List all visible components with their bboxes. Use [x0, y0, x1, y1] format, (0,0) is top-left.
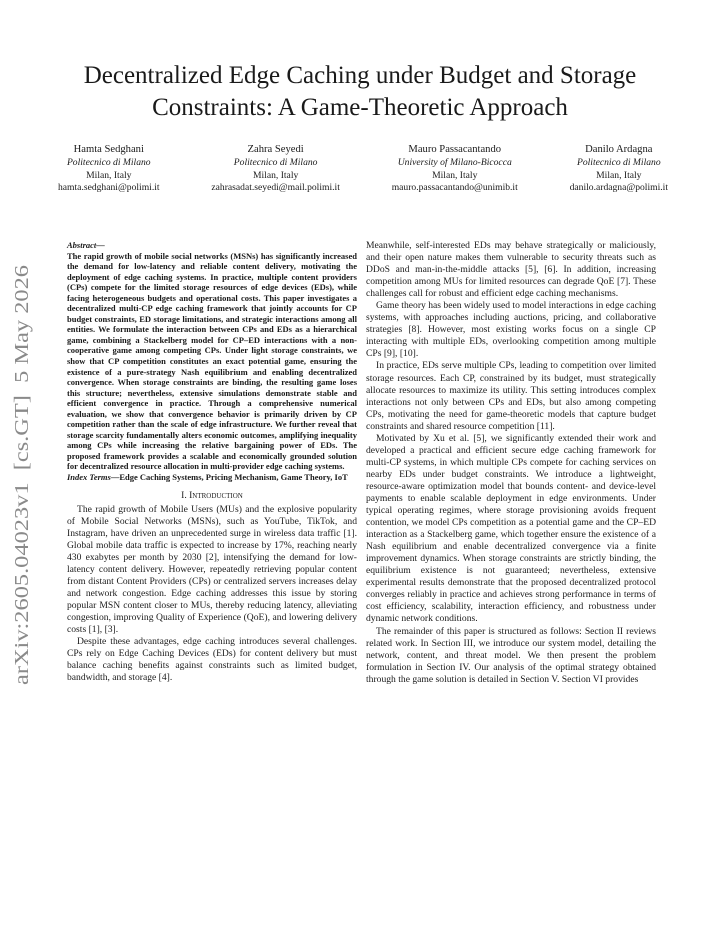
author-block — [211, 144, 339, 195]
author-affiliation: Politecnico di Milano — [233, 157, 318, 169]
index-terms-text: —Edge Caching Systems, Pricing Mechanism, Game Theory, IoT — [110, 472, 348, 483]
body-paragraph: Despite these advantages, edge caching introduces several challenges. CPs rely on Edge Caching Devices (EDs) for content delivery but must balance caching benefits against constraints such as limited budget, bandwidth, and storage [4]. — [67, 636, 357, 684]
author-email: zahrasadat.seyedi@mail.polimi.it — [211, 182, 340, 194]
section-heading: I. Introduction — [181, 489, 243, 501]
right-column — [366, 240, 656, 686]
index-terms — [67, 472, 357, 483]
author-affiliation: University of Milano-Bicocca — [397, 157, 512, 169]
author-name: Hamta Sedghani — [73, 144, 144, 155]
author-block — [392, 144, 518, 195]
author-block — [58, 144, 160, 195]
author-affiliation: Politecnico di Milano — [576, 157, 661, 169]
left-column — [67, 240, 357, 684]
author-block — [570, 144, 668, 195]
body-paragraph: Meanwhile, self-interested EDs may behave strategically or maliciously, and their open nature makes them vulnerable to security threats such as DDoS and man-in-the-middle attacks [5], [6]. In addition, increasing competition among MUs for limited resources can degrade QoE [7]. These challenges call for robust and efficient edge caching mechanisms. — [366, 240, 656, 300]
author-location: Milan, Italy — [86, 169, 132, 181]
author-email: danilo.ardagna@polimi.it — [569, 182, 668, 194]
paper-title: Decentralized Edge Caching under Budget and Storage Constraints: A Game-Theoretic Approach — [83, 62, 637, 121]
author-name: Danilo Ardagna — [585, 144, 653, 155]
author-affiliation: Politecnico di Milano — [66, 157, 151, 169]
index-terms-label: Index Terms — [67, 472, 111, 483]
abstract — [67, 240, 357, 472]
abstract-text: The rapid growth of mobile social networks (MSNs) has significantly increased the demand for low-latency and reliable content delivery, motivating the deployment of edge caching systems. In practice, multiple content providers (CPs) compete for the limited storage resources of edge devices (EDs), while facing heterogeneous budgets and operational costs. This paper investigates a decentralized multi-CP edge caching framework that jointly accounts for CP budget constraints, ED storage limitations, and strategic interactions among all entities. We formulate the interaction between CPs and EDs as a hierarchical game, combining a Stackelberg model for CP–ED interactions with a non-cooperative game among competing CPs. Under light storage constraints, we show that CP competition constitutes an exact potential game, ensuring the existence of a pure-strategy Nash equilibrium and enabling decentralized convergence. When storage constraints are binding, the resulting game loses this structure; nevertheless, extensive simulations demonstrate stable and efficient convergence in practice. Through a comprehensive numerical evaluation, we show that convergence behavior is primarily driven by CP competition rather than the scale of edge infrastructure. We further reveal that storage scarcity fundamentally alters economic outcomes, amplifying inequality among CPs while increasing the relative bargaining power of EDs. The proposed framework provides a scalable and economically grounded solution for decentralized resource allocation in multi-provider edge caching systems. — [67, 250, 357, 472]
arxiv-identifier: arXiv:2605.04023v1 [cs.GT] 5 May 2026 — [12, 349, 33, 685]
author-name: Mauro Passacantando — [408, 144, 502, 155]
author-location: Milan, Italy — [432, 169, 478, 181]
body-paragraph: The rapid growth of Mobile Users (MUs) and the explosive popularity of Mobile Social Networks (MSNs), such as YouTube, TikTok, and Instagram, have driven an unprecedented surge in wireless data traffic [1]. Global mobile data traffic is expected to increase by 17%, reaching nearly 430 exabytes per month by 2030 [2], intensifying the demand for low-latency content delivery. However, repeatedly retrieving popular content from distant Content Providers (CPs) or centralized servers increases delay and network congestion. Edge caching addresses this issue by storing popular MSN content closer to MUs, thereby reducing latency, alleviating congestion, improving Quality of Experience (QoE), and lowering delivery costs [1], [3]. — [67, 503, 357, 636]
author-list — [58, 144, 668, 195]
body-paragraph: Motivated by Xu et al. [5], we significantly extended their work and developed a practical and efficient secure edge caching framework for multi-CP systems, in which multiple CPs compete for caching services on nearby EDs under budget constraints. We introduce a lightweight, resource-aware optimization model that bounds content- and device-level payments to enable scalable deployment in edge environments. Under typical operating regimes, where storage provisioning avoids frequent contention, we model CPs competition as a potential game and the CP–ED interaction as a Stackelberg game, which together ensure the existence of a Nash equilibrium and enable decentralized convergence via a finite improvement dynamics. When storage constraints are strictly binding, the equilibrium existence is not guaranteed; nevertheless, extensive experimental results demonstrate that the proposed decentralized protocol converges reliably in practice and achieves strong performance in terms of cost efficiency, scalability, interaction efficiency, and robustness under dynamic network conditions. — [366, 432, 656, 625]
abstract-label: Abstract— — [67, 240, 105, 250]
author-location: Milan, Italy — [596, 169, 642, 181]
body-paragraph: In practice, EDs serve multiple CPs, leading to competition over limited storage resources. Each CP, constrained by its budget, must strategically allocate resources to maximize its utility. This setting introduces complex interactions not only between CPs and EDs, but also among competing CPs, motivating the need for game-theoretic models that capture budget constraints and shared resource competition [11]. — [366, 360, 656, 432]
body-paragraph: Game theory has been widely used to model interactions in edge caching systems, with approaches including auctions, pricing, and collaborative strategies [8]. However, most existing works focus on a single CP interacting with multiple EDs, overlooking competition among multiple CPs [9], [10]. — [366, 300, 656, 360]
arxiv-identifier-stamp — [6, 255, 36, 695]
author-location: Milan, Italy — [252, 169, 299, 181]
author-email: mauro.passacantando@unimib.it — [391, 182, 518, 194]
author-name: Zahra Seyedi — [247, 144, 304, 155]
author-email: hamta.sedghani@polimi.it — [58, 182, 160, 194]
body-paragraph: The remainder of this paper is structured as follows: Section II reviews related work. In Section III, we introduce our system model, detailing the network, content, and threat model. We then present the problem formulation in Section IV. Our analysis of the optimal strategy obtained through the game solution is detailed in Section V. Section VI provides — [366, 625, 656, 685]
